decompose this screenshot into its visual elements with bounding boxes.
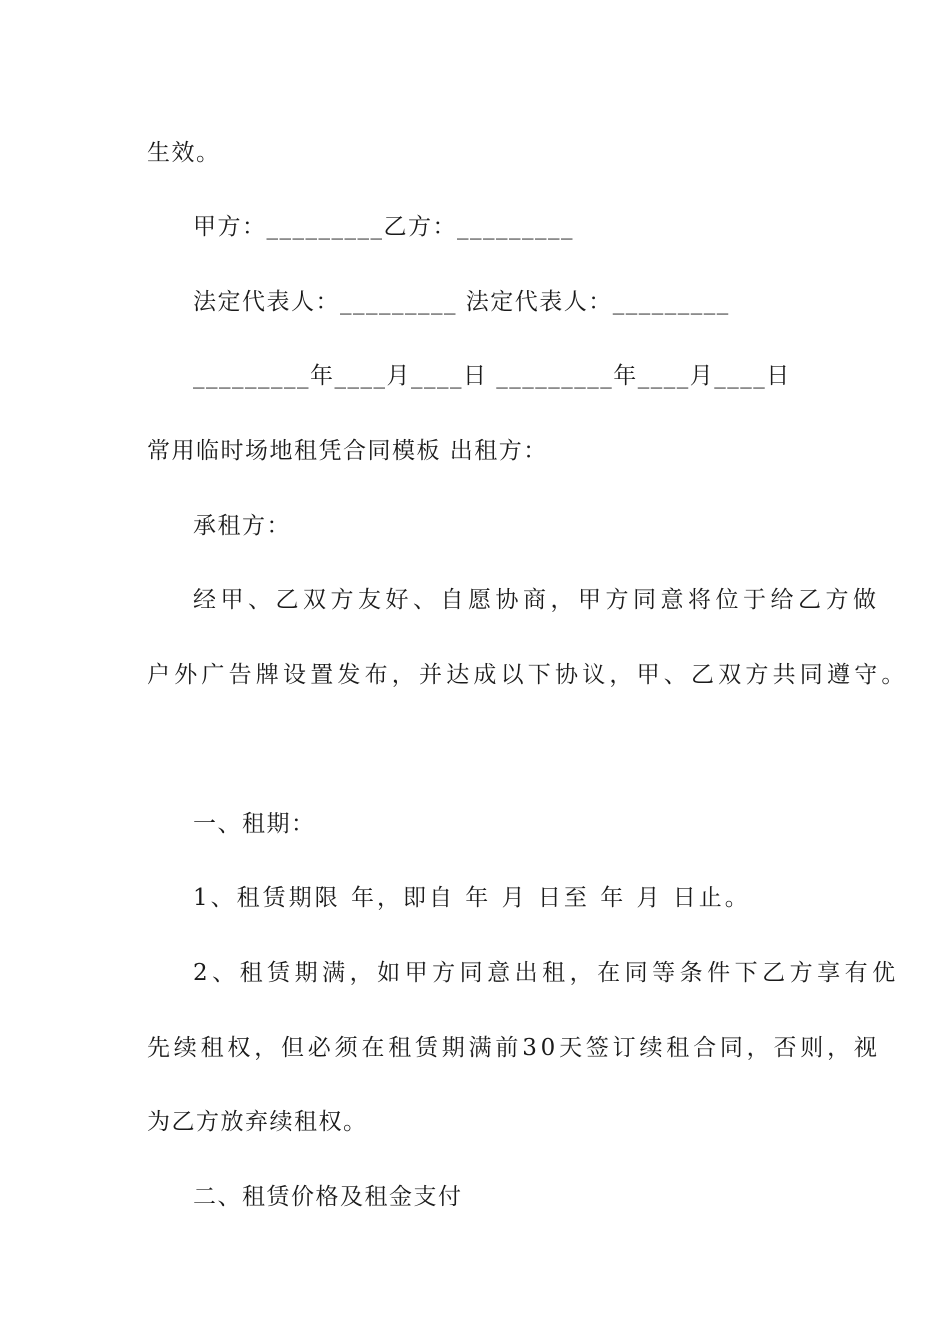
text-line: _________年____月____日 _________年____月____日 <box>193 363 791 389</box>
text-line: 生效。 <box>147 140 221 166</box>
text-line: 户外广告牌设置发布，并达成以下协议，甲、乙双方共同遵守。 <box>147 662 909 688</box>
text-line: 经甲、乙双方友好、自愿协商，甲方同意将位于给乙方做 <box>193 587 881 613</box>
text-line: 一、租期： <box>193 811 316 837</box>
text-line: 承租方： <box>193 513 291 539</box>
text-line: 2、租赁期满，如甲方同意出租，在同等条件下乙方享有优 <box>193 960 900 986</box>
text-line: 常用临时场地租凭合同模板 出租方： <box>147 438 548 464</box>
text-line: 法定代表人：_________ 法定代表人：_________ <box>193 289 730 315</box>
text-line: 甲方：_________乙方：_________ <box>193 214 574 240</box>
text-line: 1、租赁期限 年，即自 年 月 日至 年 月 日止。 <box>193 885 751 911</box>
text-line: 先续租权，但必须在租赁期满前30天签订续租合同，否则，视 <box>147 1035 881 1061</box>
text-line: 二、租赁价格及租金支付 <box>193 1184 463 1210</box>
text-line: 为乙方放弃续租权。 <box>147 1109 368 1135</box>
